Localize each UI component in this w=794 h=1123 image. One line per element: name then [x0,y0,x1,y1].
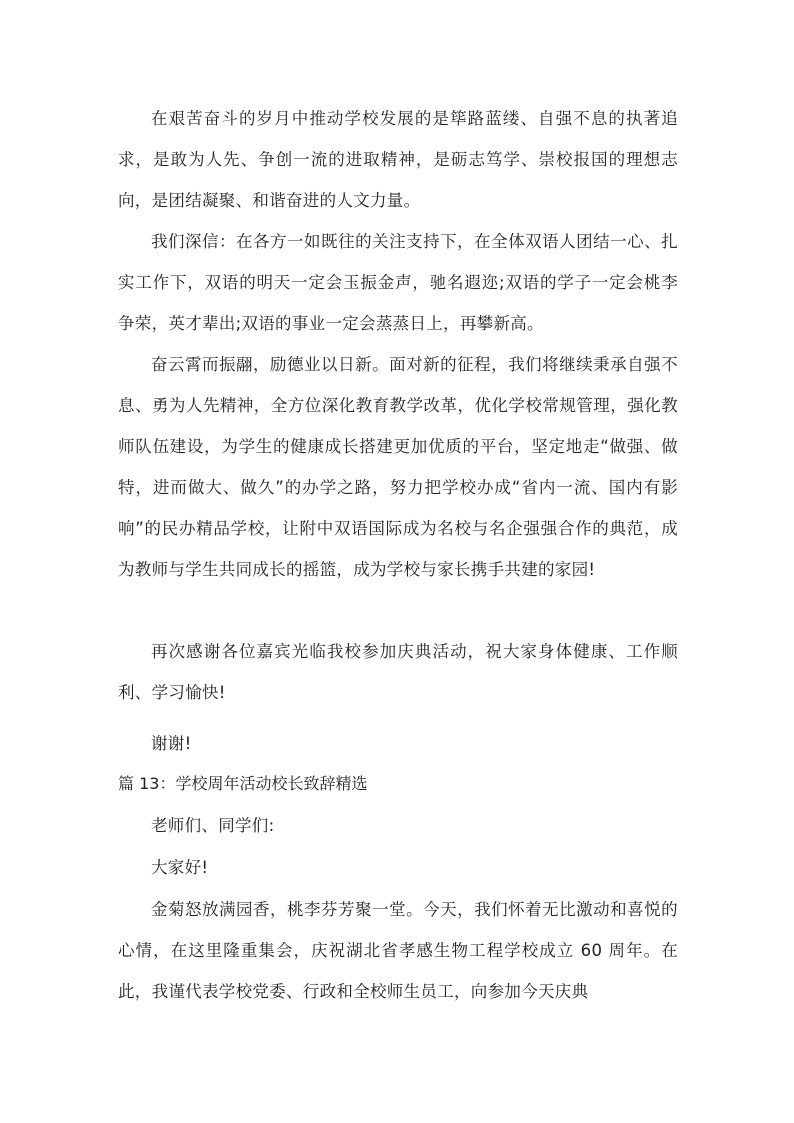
paragraph-celebration: 金菊怒放满园香，桃李芬芳聚一堂。今天，我们怀着无比激动和喜悦的心情，在这里隆重集会，庆祝湖北省孝感生物工程学校成立 60 周年。在此，我谨代表学校党委、行政和全校师生员工，向参加今天庆典 [118,900,678,1001]
paragraph-thank-you: 谢谢! [151,734,192,753]
salutation-line: 大家好! [151,858,209,877]
paragraph-belief: 我们深信：在各方一如既往的关注支持下，在全体双语人团结一心、扎实工作下，双语的明天一定会玉振金声，驰名遐迩;双语的学子一定会桃李争荣，英才辈出;双语的事业一定会蒸蒸日上，再攀新高。 [118,232,678,333]
section-heading: 篇 13：学校周年活动校长致辞精选 [118,774,368,793]
paragraph-new-journey: 奋云霄而振翮，励德业以日新。面对新的征程，我们将继续秉承自强不息、勇为人先精神，全方位深化教育教学改革，优化学校常规管理，强化教师队伍建设，为学生的健康成长搭建更加优质的平台，坚定地走“做强、做特，进而做大、做久”的办学之路，努力把学校办成“省内一流、国内有影响”的民办精品学校，让附中双语国际成为名校与名企强强合作的典范，成为教师与学生共同成长的摇篮，成为学校与家长携手共建的家园! [118,355,678,579]
paragraph-thanks-guests: 再次感谢各位嘉宾光临我校参加庆典活动，祝大家身体健康、工作顺利、学习愉快! [118,642,678,702]
greeting-line: 老师们、同学们: [151,816,275,835]
paragraph-perseverance: 在艰苦奋斗的岁月中推动学校发展的是筚路蓝缕、自强不息的执著追求，是敢为人先、争创一流的进取精神，是砺志笃学、崇校报国的理想志向，是团结凝聚、和谐奋进的人文力量。 [118,109,678,210]
